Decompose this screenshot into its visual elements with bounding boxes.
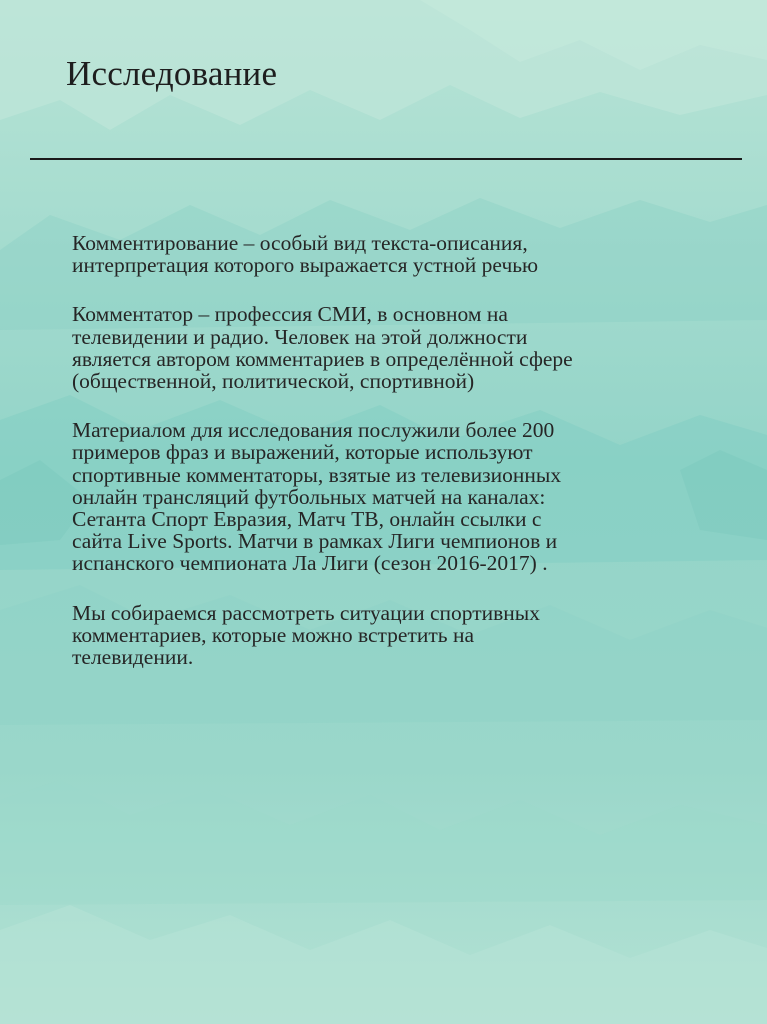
paragraph-research-material: Материалом для исследования послужили более 200 примеров фраз и выражений, которые используют спортивные комментаторы, взятые из телевизионных онлайн трансляций футбольных матчей на каналах: Сетанта Спорт Евразия, Матч ТВ, онлайн ссылки с сайта Live Sports. Матчи в рамках Лиги чемпионов и испанского чемпионата Ла Лиги (сезон 2016-2017) .	[72, 418, 562, 576]
slide-title: Исследование	[66, 54, 278, 93]
title-divider	[30, 158, 742, 160]
paragraph-commentator-definition: Комментатор – профессия СМИ, в основном на телевидении и радио. Человек на этой должности является автором комментариев в определённой сфере (общественной, политической, спортивной)	[72, 302, 573, 394]
paragraph-research-goal: Мы собираемся рассмотреть ситуации спортивных комментариев, которые можно встретить на телевидении.	[72, 600, 540, 670]
paragraph-commentary-definition: Комментирование – особый вид текста-описания, интерпретация которого выражается устной речью	[72, 231, 539, 278]
body-text	[72, 232, 712, 695]
